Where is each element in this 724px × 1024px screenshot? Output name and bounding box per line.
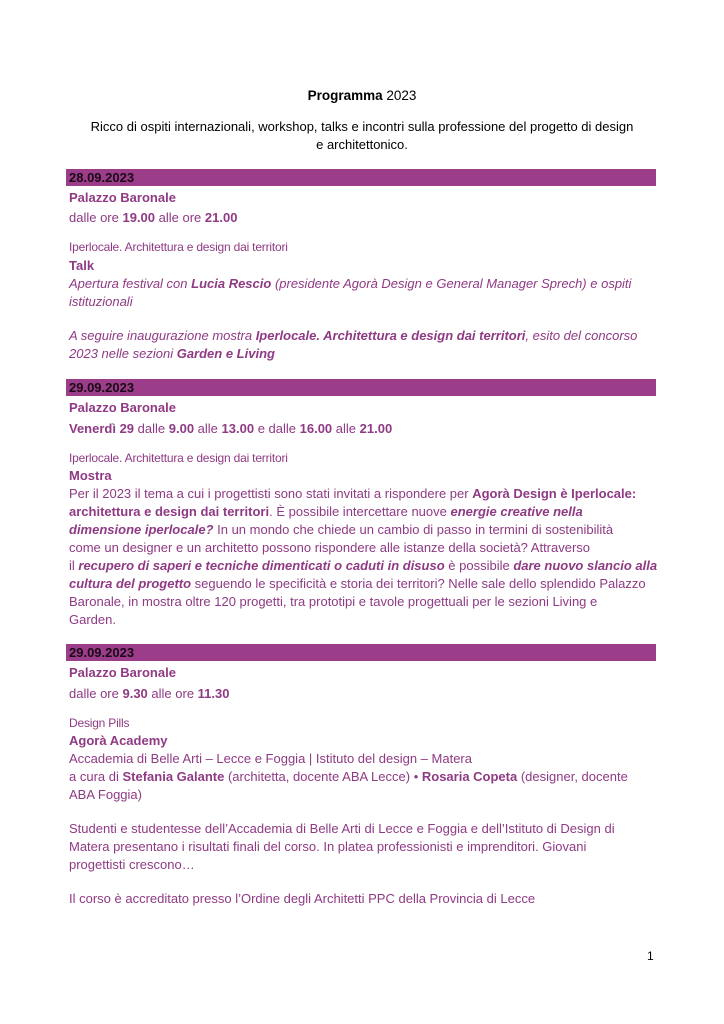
- event-description: Garden.: [69, 612, 116, 627]
- event-description: 2023 nelle sezioni Garden e Living: [69, 346, 275, 361]
- event-date: 29.09.2023: [69, 380, 135, 395]
- page-number: 1: [647, 949, 654, 963]
- event-date: 29.09.2023: [69, 645, 135, 660]
- event-description: Matera presentano i risultati finali del corso. In platea professionisti e imprenditori. Giovani: [69, 839, 587, 854]
- event-category: Iperlocale. Architettura e design dai territori: [69, 451, 288, 465]
- event-time: dalle ore 19.00 alle ore 21.00: [69, 210, 238, 225]
- event-time: dalle ore 9.30 alle ore 11.30: [69, 686, 230, 701]
- page-title: Programma 2023: [307, 88, 417, 103]
- event-category: Design Pills: [69, 716, 130, 730]
- event-type: Agorà Academy: [69, 733, 168, 748]
- event-description: ABA Foggia): [69, 787, 142, 802]
- date-bar: [66, 169, 656, 186]
- event-venue: Palazzo Baronale: [69, 400, 176, 415]
- event-description: architettura e design dai territori. È possibile intercettare nuove energie creative nella: [69, 504, 583, 519]
- event-description: come un designer e un architetto possono rispondere alle istanze della società? Attraverso: [69, 540, 591, 555]
- event-category: Iperlocale. Architettura e design dai territori: [69, 240, 288, 254]
- event-description: Il corso è accreditato presso l’Ordine degli Architetti PPC della Provincia di Lecce: [69, 891, 536, 906]
- event-description: progettisti crescono…: [69, 857, 195, 872]
- event-description: cultura del progetto seguendo le specificità e storia dei territori? Nelle sale dello splendido Palazzo: [69, 576, 646, 591]
- event-description: Accademia di Belle Arti – Lecce e Foggia | Istituto del design – Matera: [69, 751, 472, 766]
- event-type: Mostra: [69, 468, 112, 483]
- event-description: Apertura festival con Lucia Rescio (presidente Agorà Design e General Manager Sprech) e ospiti: [69, 276, 632, 291]
- page-subtitle: Ricco di ospiti internazionali, workshop, talks e incontri sulla professione del progetto di design e architettonico.: [90, 119, 634, 152]
- event-description: il recupero di saperi e tecniche dimenticati o caduti in disuso è possibile dare nuovo slancio alla: [69, 558, 658, 573]
- event-time: Venerdì 29 dalle 9.00 alle 13.00 e dalle 16.00 alle 21.00: [69, 421, 393, 436]
- event-date: 28.09.2023: [69, 170, 135, 185]
- event-description: Per il 2023 il tema a cui i progettisti sono stati invitati a rispondere per Agorà Design è Iperlocale:: [69, 486, 637, 501]
- event-type: Talk: [69, 258, 95, 273]
- date-bar: [66, 379, 656, 396]
- event-venue: Palazzo Baronale: [69, 190, 176, 205]
- event-description: A seguire inaugurazione mostra Iperlocale. Architettura e design dai territori, esito del concorso: [69, 328, 638, 343]
- event-venue: Palazzo Baronale: [69, 665, 176, 680]
- event-description: dimensione iperlocale? In un mondo che chiede un cambio di passo in termini di sostenibilità: [69, 522, 614, 537]
- event-description: a cura di Stefania Galante (architetta, docente ABA Lecce) • Rosaria Copeta (designer, docente: [69, 769, 628, 784]
- event-description: Baronale, in mostra oltre 120 progetti, tra prototipi e tavole progettuali per le sezioni Living e: [69, 594, 598, 609]
- date-bar: [66, 644, 656, 661]
- event-description: istituzionali: [69, 294, 133, 309]
- event-description: Studenti e studentesse dell’Accademia di Belle Arti di Lecce e Foggia e dell’Istituto di Design di: [69, 821, 615, 836]
